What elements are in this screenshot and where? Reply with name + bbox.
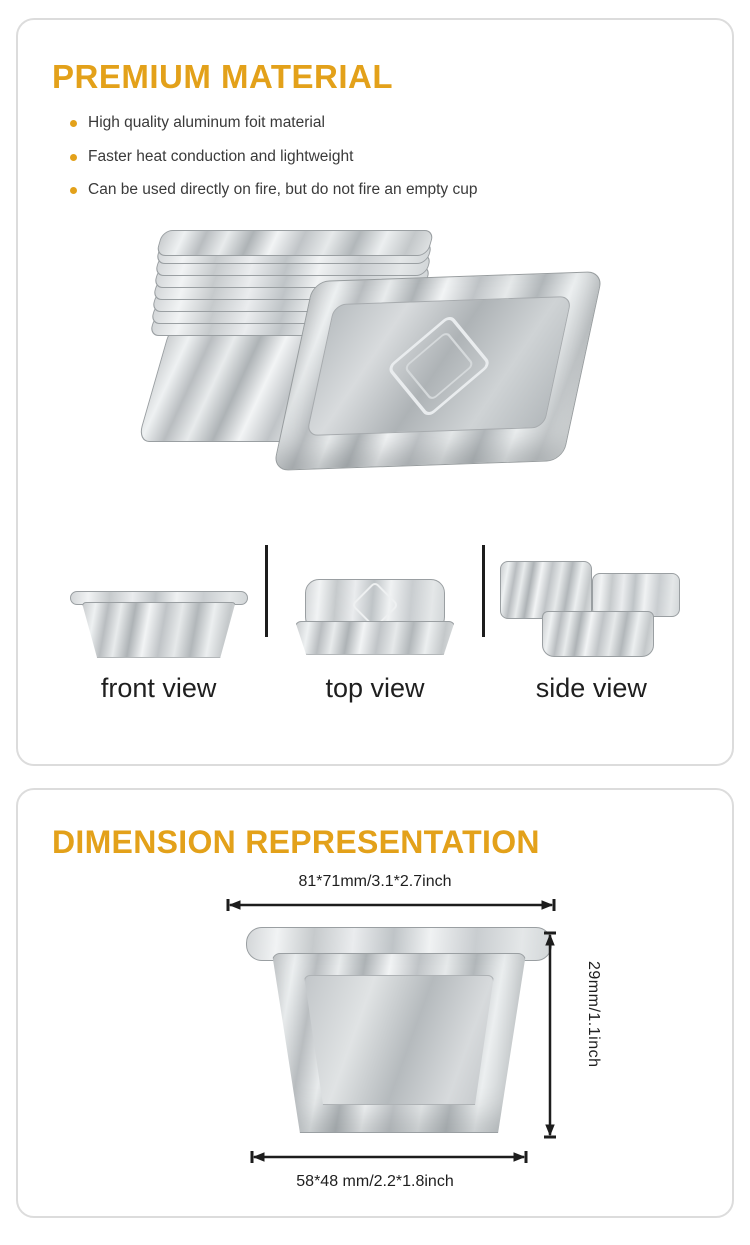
- view-top: [268, 534, 481, 704]
- list-item: High quality aluminum foit material: [70, 114, 698, 133]
- list-item: Faster heat conduction and lightweight: [70, 148, 698, 167]
- product-views-row: [52, 534, 698, 704]
- premium-material-card: [16, 18, 734, 766]
- hero-product-illustration: [52, 218, 698, 518]
- dimension-heading: DIMENSION REPRESENTATION: [52, 824, 540, 860]
- foil-tray-with-lid-graphic: [272, 271, 603, 471]
- view-side: [485, 534, 698, 704]
- lid-diamond-emboss: [386, 313, 491, 418]
- dimension-height-arrow-icon: [544, 929, 556, 1141]
- dimension-bottom-arrow-icon: [248, 1151, 530, 1163]
- list-item: Can be used directly on fire, but do not fire an empty cup: [70, 181, 698, 200]
- view-label-front: front view: [100, 672, 217, 703]
- dimension-top-arrow-icon: [224, 899, 558, 911]
- view-label-top: top view: [325, 672, 425, 703]
- premium-material-heading: PREMIUM MATERIAL: [52, 58, 394, 95]
- front-view-graphic: [70, 591, 248, 661]
- dimension-diagram: [52, 871, 698, 1191]
- dimension-representation-card: [16, 788, 734, 1218]
- dimension-tray-graphic: [246, 927, 552, 1139]
- top-view-graphic: [295, 577, 455, 661]
- view-front: [52, 534, 265, 704]
- premium-material-bullet-list: [52, 114, 698, 200]
- dimension-top-measure: 81*71mm/3.1*2.7inch: [298, 873, 452, 890]
- dimension-side-measure: 29mm/1.1inch: [585, 961, 602, 1068]
- view-label-side: side view: [535, 672, 647, 703]
- side-view-graphic: [496, 561, 686, 661]
- dimension-bottom-measure: 58*48 mm/2.2*1.8inch: [296, 1173, 454, 1190]
